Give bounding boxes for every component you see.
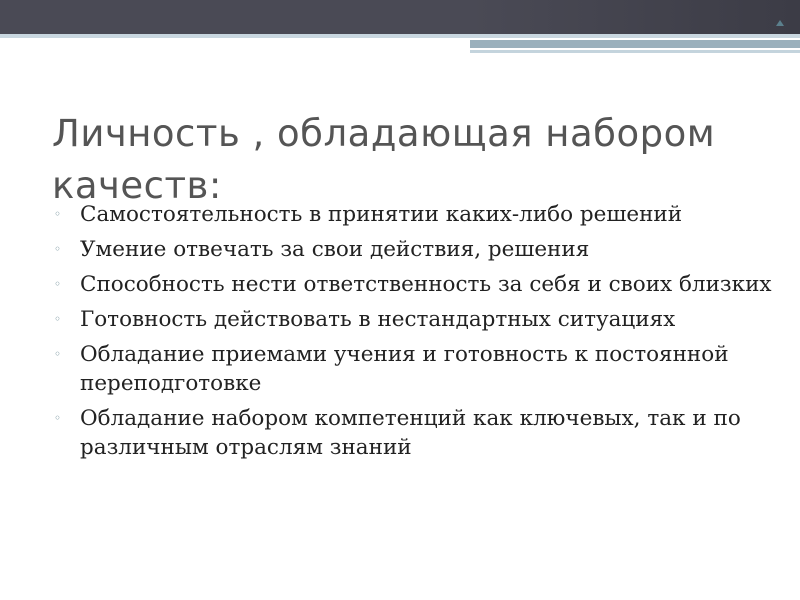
bullet-item [54,340,774,398]
corner-triangle-icon [776,20,784,26]
bullet-item [54,235,774,264]
bullet-marker-icon: ◦ [54,242,62,256]
bullet-text: Обладание набором компетенций как ключевых, так и по различным отраслям знаний [80,406,741,460]
bullet-text: Умение отвечать за свои действия, решения [80,237,590,262]
bullet-marker-icon: ◦ [54,277,62,291]
bullet-text: Способность нести ответственность за себя и своих близких [80,272,772,297]
bullet-item [54,200,774,229]
bullet-item [54,270,774,299]
bullet-list [54,200,774,468]
header-stripe-light [0,34,800,38]
bullet-text: Готовность действовать в нестандартных ситуациях [80,307,676,332]
bullet-marker-icon: ◦ [54,207,62,221]
header-stripe-thin [470,50,800,53]
bullet-text: Самостоятельность в принятии каких-либо решений [80,202,683,227]
bullet-marker-icon: ◦ [54,312,62,326]
header-stripe-teal [470,40,800,48]
slide-title: Личность , обладающая набором качеств: [52,112,716,207]
bullet-marker-icon: ◦ [54,347,62,361]
bullet-marker-icon: ◦ [54,411,62,425]
bullet-item [54,305,774,334]
header-bar-shade [470,0,800,34]
bullet-item [54,404,774,462]
bullet-text: Обладание приемами учения и готовность к постоянной переподготовке [80,342,729,396]
